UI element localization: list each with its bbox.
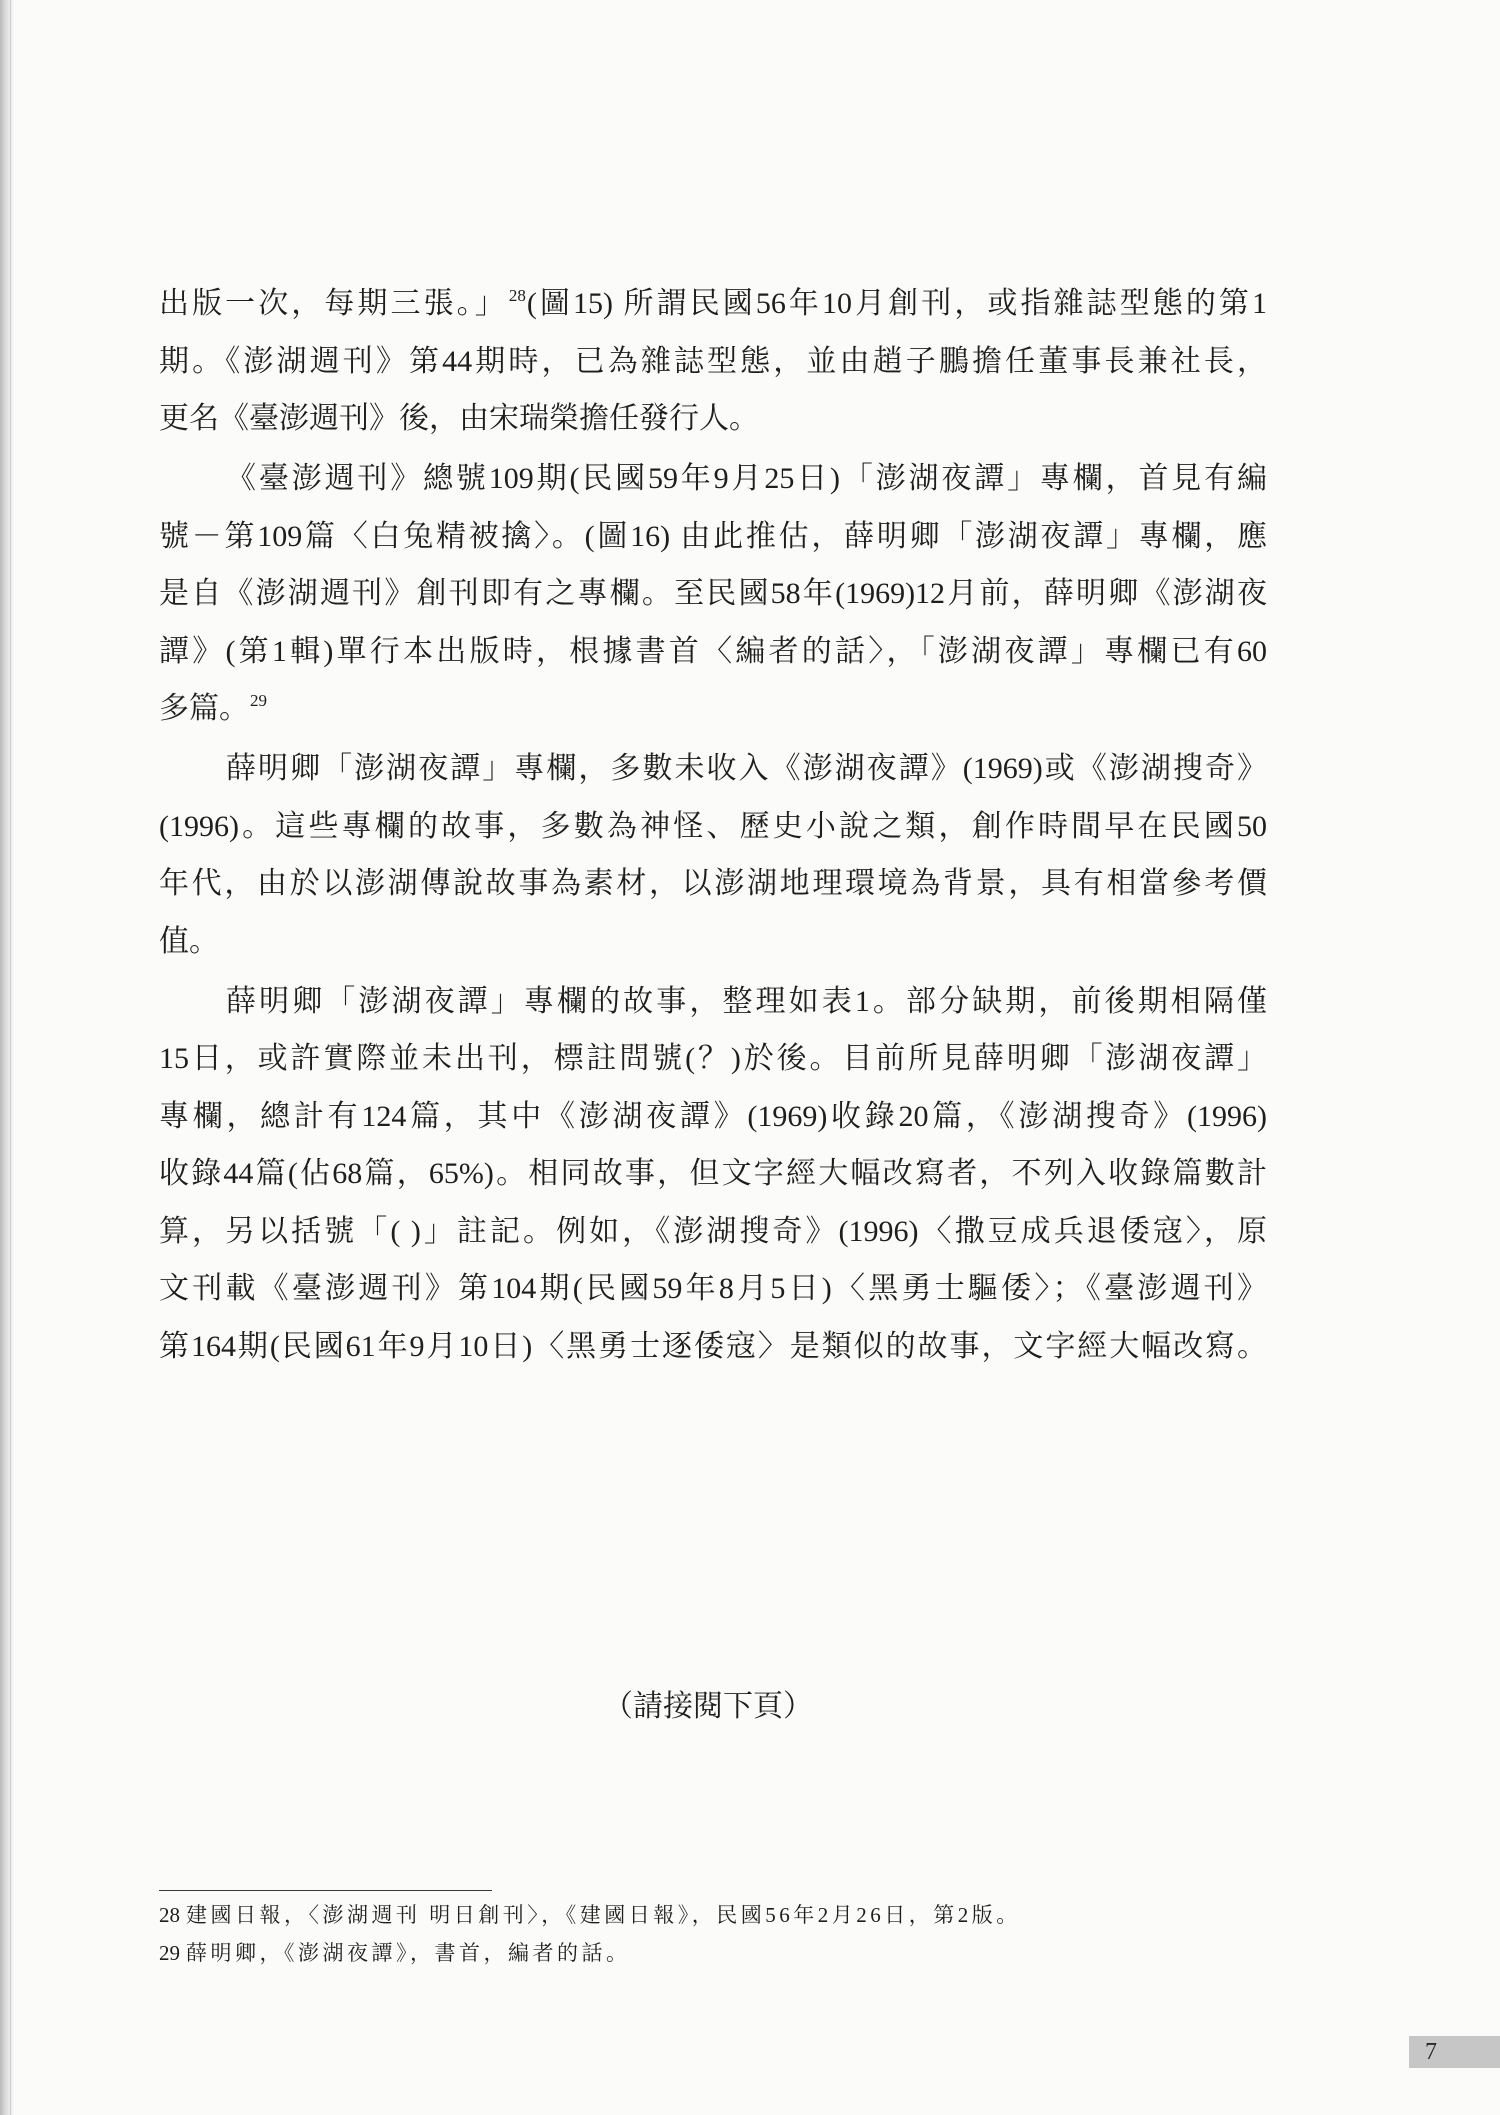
body-line-text: (圖15) 所謂民國56年10月創刊，或指雜誌型態的第1 — [526, 287, 1268, 320]
body-line: 15日，或許實際並未出刊，標註問號(？)於後。目前所見薛明卿「澎湖夜譚」 — [159, 1042, 1267, 1075]
body-line: 收錄44篇(佔68篇，65%)。相同故事，但文字經大幅改寫者，不列入收錄篇數計 — [159, 1157, 1267, 1190]
body-line — [159, 680, 1267, 738]
body-line: 《臺澎週刊》總號109期(民國59年9月25日)「澎湖夜譚」專欄，首見有編 — [226, 462, 1267, 495]
body-line: 薛明卿「澎湖夜譚」專欄的故事，整理如表1。部分缺期，前後期相隔僅 — [226, 984, 1267, 1018]
body-line: (1996)。這些專欄的故事，多數為神怪、歷史小說之類，創作時間早在民國50 — [159, 809, 1267, 843]
footnote — [159, 1896, 1267, 1934]
body-line-text: 多篇。 — [159, 692, 249, 725]
footnote — [159, 1934, 1267, 1972]
scan-edge-line — [10, 0, 11, 2115]
body-line: 年代，由於以澎湖傳說故事為素材，以澎湖地理環境為背景，具有相當參考價 — [159, 867, 1267, 900]
paragraph-2 — [159, 450, 1267, 738]
footnote-divider — [159, 1890, 492, 1891]
scan-edge-shadow — [0, 0, 14, 2115]
body-line: 是自《澎湖週刊》創刊即有之專欄。至民國58年(1969)12月前，薛明卿《澎湖夜 — [159, 577, 1267, 610]
body-line: 譚》(第1輯)單行本出版時，根據書首〈編者的話〉，「澎湖夜譚」專欄已有60 — [159, 634, 1267, 668]
paragraph-1 — [159, 275, 1267, 448]
body-line-text: 出版一次，每期三張。」 — [159, 287, 508, 320]
footnotes — [159, 1896, 1267, 1972]
body-line — [159, 275, 1267, 333]
body-line: 期。《澎湖週刊》第44期時，已為雜誌型態，並由趙子鵬擔任董事長兼社長， — [159, 344, 1267, 378]
page-number: 7 — [1425, 2039, 1437, 2065]
footnote-text: 建國日報，〈澎湖週刊 明日創刊〉，《建國日報》，民國56年2月26日，第2版。 — [186, 1903, 1021, 1927]
body-text — [159, 275, 1267, 1375]
footnote-number: 28 — [159, 1903, 180, 1927]
body-line: 值。 — [159, 924, 219, 958]
continuation-note: （請接閱下頁） — [603, 1690, 813, 1723]
paragraph-3 — [159, 740, 1267, 970]
body-line: 更名《臺澎週刊》後，由宋瑞榮擔任發行人。 — [159, 402, 759, 435]
page-number-tab — [1409, 2036, 1500, 2068]
body-line: 文刊載《臺澎週刊》第104期(民國59年8月5日)〈黑勇士驅倭〉；《臺澎週刊》 — [159, 1272, 1267, 1305]
body-line: 薛明卿「澎湖夜譚」專欄，多數未收入《澎湖夜譚》(1969)或《澎湖搜奇》 — [226, 752, 1267, 785]
footnote-number: 29 — [159, 1941, 180, 1965]
footnote-text: 薛明卿，《澎湖夜譚》，書首，編者的話。 — [186, 1941, 631, 1965]
body-line: 算，另以括號「( )」註記。例如，《澎湖搜奇》(1996)〈撒豆成兵退倭寇〉，原 — [159, 1214, 1267, 1248]
footnote-ref: 29 — [250, 691, 267, 710]
footnote-ref: 28 — [508, 286, 526, 305]
paragraph-4 — [159, 973, 1267, 1376]
body-line: 第164期(民國61年9月10日)〈黑勇士逐倭寇〉是類似的故事，文字經大幅改寫。 — [159, 1329, 1267, 1363]
body-line: 專欄，總計有124篇，其中《澎湖夜譚》(1969)收錄20篇，《澎湖搜奇》(1996) — [159, 1099, 1267, 1133]
body-line: 號－第109篇〈白兔精被擒〉。(圖16) 由此推估，薛明卿「澎湖夜譚」專欄，應 — [159, 519, 1267, 553]
